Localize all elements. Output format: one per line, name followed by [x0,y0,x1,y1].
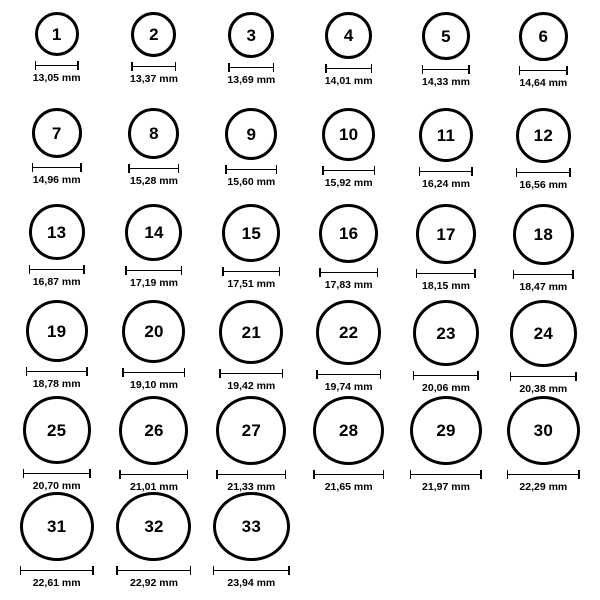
ring-size-label: 7 [51,123,62,143]
ring-circle [416,204,476,264]
ring-size-label: 15 [241,223,261,243]
ring-size-label: 25 [47,420,67,440]
diameter-label: 22,92 mm [130,576,178,589]
ring-circle [222,204,280,262]
ring-size-cell [8,300,105,396]
dimension-line [125,266,182,275]
dimension-line [213,566,290,574]
dimension-bar [119,474,188,475]
diameter-label: 14,64 mm [519,77,568,89]
ring-size-label: 17 [436,224,456,244]
ring-circle [131,12,176,57]
ring-circle [316,300,381,365]
ring-circle [319,204,378,263]
dimension-line [122,368,185,377]
diameter-label: 23,94 mm [227,576,276,589]
dimension-line [410,470,482,479]
ring-size-cell [105,108,202,204]
ring-size-cell [397,300,494,396]
ring-circle [213,492,290,561]
dimension-bar [519,70,568,71]
dimension-bar [507,474,580,475]
ring-size-label: 16 [339,224,359,243]
dimension-line [20,566,94,574]
ring-size-label: 21 [241,322,261,342]
ring-size-label: 4 [343,26,354,45]
dimension-bar [213,570,290,571]
dimension-bar [128,168,179,169]
dimension-bar [516,172,571,173]
ring-size-label: 12 [533,126,553,145]
ring-size-cell [8,492,105,588]
ring-size-label: 19 [47,321,67,341]
ring-circle [20,492,94,561]
ring-size-cell [105,396,202,492]
ring-size-cell [397,12,494,108]
ring-size-cell [300,300,397,396]
ring-size-label: 9 [246,124,257,144]
dimension-bar [513,274,574,275]
diameter-label: 17,51 mm [227,278,276,290]
diameter-label: 15,28 mm [130,175,178,187]
diameter-label: 21,01 mm [130,480,178,493]
dimension-line [510,372,577,381]
dimension-bar [422,69,470,70]
dimension-bar [416,273,476,274]
ring-size-cell [105,12,202,108]
dimension-line [416,269,476,278]
ring-size-label: 2 [149,25,159,44]
diameter-label: 18,47 mm [519,281,568,293]
dimension-line [513,270,574,279]
dimension-line [222,267,280,276]
dimension-line [219,369,283,378]
dimension-line [325,64,372,73]
dimension-line [32,163,82,172]
diameter-label: 22,29 mm [519,480,568,493]
dimension-line [131,62,176,71]
ring-size-cell [203,396,300,492]
dimension-bar [20,570,94,571]
ring-size-label: 24 [533,324,553,343]
diameter-label: 20,06 mm [422,382,470,394]
dimension-line [216,470,286,479]
dimension-line [225,165,277,174]
ring-size-label: 18 [533,225,553,244]
ring-size-cell [203,108,300,204]
ring-size-cell [203,300,300,396]
ring-size-label: 1 [51,24,62,44]
dimension-line [119,470,188,479]
ring-size-label: 26 [144,420,164,440]
dimension-bar [316,374,381,375]
ring-size-grid [8,12,592,588]
ring-size-cell [495,396,592,492]
ring-size-label: 30 [533,421,553,441]
diameter-label: 13,05 mm [32,72,81,84]
dimension-line [319,268,378,277]
diameter-label: 19,10 mm [130,379,178,391]
dimension-bar [116,570,191,571]
ring-size-cell [8,12,105,108]
ring-size-cell [300,108,397,204]
diameter-label: 19,74 mm [324,381,373,393]
ring-size-cell [495,12,592,108]
ring-circle [419,108,473,162]
dimension-bar [23,473,91,474]
ring-size-cell [105,300,202,396]
dimension-bar [216,474,286,475]
diameter-label: 20,70 mm [32,480,81,492]
diameter-label: 21,33 mm [227,480,276,493]
dimension-line [507,470,580,478]
dimension-bar [228,67,274,68]
ring-size-cell [397,396,494,492]
dimension-bar [122,372,185,373]
diameter-label: 16,56 mm [519,179,568,191]
ring-size-label: 29 [436,420,456,440]
ring-circle [29,204,85,260]
ring-circle [422,12,470,60]
ring-size-cell [203,204,300,300]
dimension-bar [322,170,375,171]
diameter-label: 18,78 mm [32,378,81,390]
dimension-line [35,61,79,70]
dimension-bar [35,65,79,66]
ring-size-label: 3 [246,25,257,45]
dimension-bar [125,270,182,271]
diameter-label: 17,19 mm [130,277,178,289]
ring-size-label: 11 [436,125,456,145]
ring-circle [26,300,88,362]
dimension-bar [319,272,378,273]
diameter-label: 22,61 mm [32,576,81,589]
ring-size-label: 6 [538,27,549,46]
dimension-line [322,166,375,175]
dimension-bar [510,376,577,377]
diameter-label: 21,97 mm [422,480,470,493]
ring-size-cell [105,492,202,588]
dimension-line [29,265,85,274]
dimension-bar [410,474,482,475]
dimension-line [516,168,571,177]
dimension-line [128,164,179,173]
dimension-bar [325,68,372,69]
ring-circle [322,108,375,161]
ring-circle [122,300,185,363]
ring-circle [219,300,283,364]
diameter-label: 15,92 mm [324,177,373,189]
ring-size-cell [105,204,202,300]
ring-size-label: 20 [144,322,164,341]
ring-size-cell [203,492,300,588]
ring-circle [35,12,79,56]
ring-size-cell [300,12,397,108]
ring-circle [125,204,182,261]
dimension-line [116,566,191,574]
ring-circle [507,396,580,465]
dimension-bar [225,169,277,170]
dimension-line [419,167,473,176]
diameter-label: 21,65 mm [324,480,373,493]
dimension-line [23,469,91,478]
dimension-bar [131,66,176,67]
ring-circle [228,12,274,58]
diameter-label: 14,01 mm [324,75,373,87]
diameter-label: 14,33 mm [422,76,470,88]
dimension-bar [32,167,82,168]
ring-size-cell [300,204,397,300]
ring-circle [23,396,91,464]
ring-circle [119,396,188,465]
ring-circle [510,300,577,367]
diameter-label: 20,38 mm [519,383,568,395]
ring-size-cell [495,108,592,204]
ring-size-label: 14 [144,223,164,242]
ring-circle [32,108,82,158]
ring-size-cell [203,12,300,108]
ring-circle [128,108,179,159]
diameter-label: 16,24 mm [422,178,470,190]
dimension-line [313,470,384,479]
dimension-line [316,370,381,379]
dimension-bar [419,171,473,172]
ring-size-cell [300,396,397,492]
ring-size-cell [495,300,592,396]
ring-circle [325,12,372,59]
diameter-label: 13,37 mm [130,73,178,85]
ring-circle [516,108,571,163]
dimension-bar [29,269,85,270]
ring-size-label: 10 [339,125,359,144]
ring-size-label: 8 [149,124,159,143]
ring-size-cell [397,204,494,300]
dimension-bar [313,474,384,475]
ring-size-label: 33 [241,517,261,537]
ring-size-label: 22 [339,323,359,342]
ring-size-label: 28 [339,420,359,440]
dimension-bar [219,373,283,374]
ring-size-cell [8,204,105,300]
ring-size-cell [8,396,105,492]
diameter-label: 17,83 mm [324,279,373,291]
ring-size-label: 5 [441,26,451,46]
ring-size-label: 27 [241,420,261,440]
ring-size-label: 23 [436,323,456,343]
ring-circle [216,396,286,465]
ring-circle [519,12,568,61]
dimension-bar [26,371,88,372]
ring-size-cell [397,108,494,204]
ring-circle [410,396,482,465]
ring-size-cell [495,204,592,300]
ring-size-label: 32 [144,517,164,537]
ring-size-cell [8,108,105,204]
dimension-line [228,63,274,72]
dimension-bar [222,271,280,272]
ring-circle [413,300,479,366]
dimension-bar [413,375,479,376]
dimension-line [26,367,88,376]
dimension-line [422,65,470,74]
diameter-label: 19,42 mm [227,380,276,392]
ring-circle [313,396,384,465]
ring-size-label: 31 [47,517,67,537]
ring-circle [116,492,191,561]
diameter-label: 18,15 mm [422,280,470,292]
ring-circle [513,204,574,265]
diameter-label: 15,60 mm [227,176,276,188]
dimension-line [519,66,568,75]
ring-circle [225,108,277,160]
diameter-label: 14,96 mm [32,174,81,186]
diameter-label: 16,87 mm [32,276,81,288]
diameter-label: 13,69 mm [227,74,276,86]
dimension-line [413,371,479,380]
ring-size-label: 13 [47,222,67,242]
